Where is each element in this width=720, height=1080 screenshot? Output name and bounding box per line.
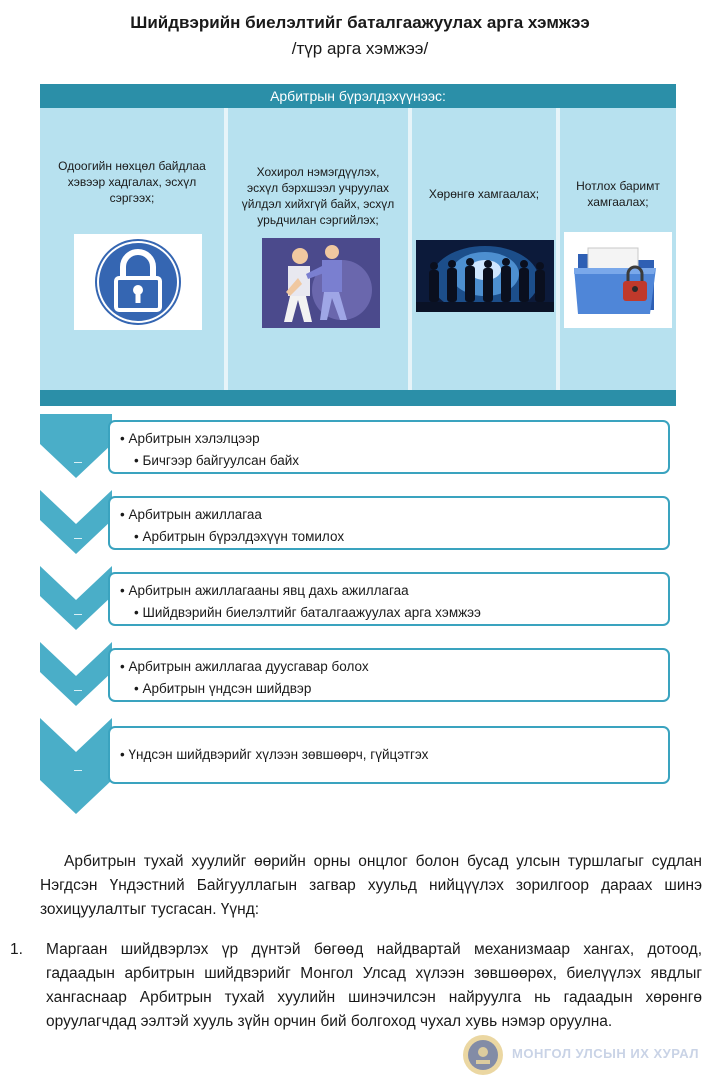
process-step-3 bbox=[108, 572, 670, 626]
step-detail: • Арбитрын бүрэлдэхүүн томилох bbox=[134, 529, 345, 544]
text-line: Нотлох баримт bbox=[576, 179, 660, 193]
list-item-number: 1. bbox=[10, 941, 23, 958]
process-step-2 bbox=[108, 496, 670, 550]
info-panel bbox=[40, 108, 676, 406]
text-line: сэргээх; bbox=[109, 191, 155, 205]
text-line: үйлдэл хийхгүй байх, эсхүл bbox=[241, 197, 395, 211]
chevron-dash bbox=[74, 770, 82, 771]
step-detail: • Арбитрын үндсэн шийдвэр bbox=[134, 681, 312, 696]
chevron-dash bbox=[74, 690, 82, 691]
chevron-dash bbox=[74, 614, 82, 615]
panel-column-4-text bbox=[560, 178, 676, 210]
panel-column-3-text bbox=[412, 186, 556, 202]
document-subtitle: /түр арга хэмжээ/ bbox=[291, 39, 429, 58]
panel-bottom-bar bbox=[40, 390, 676, 406]
step-title: • Арбитрын хэлэлцээр bbox=[120, 431, 260, 446]
step-detail: • Бичгээр байгуулсан байх bbox=[134, 453, 300, 468]
text-line: Хохирол нэмэгдүүлэх, bbox=[256, 165, 380, 179]
text-line: урьдчилан сэргийлэх; bbox=[257, 213, 379, 227]
lock-icon bbox=[74, 234, 202, 330]
body-paragraph: Арбитрын тухай хуулийг өөрийн орны онцлог болон бусад улсын туршлагыг судлан Нэгдсэн Үндэстний Байгууллагын загвар хуульд нийцүүлэх зорилгоор дараах шинэ зохицуулалтыг тусгасан. Үүнд: bbox=[40, 853, 702, 918]
text-line: Хөрөнгө хамгаалах; bbox=[428, 187, 540, 201]
text-line: хамгаалах; bbox=[587, 195, 649, 209]
text-line: эсхүл бэрхшээл учруулах bbox=[246, 181, 389, 195]
text-line: хэвээр хадгалах, эсхүл bbox=[67, 175, 197, 189]
step-title: • Үндсэн шийдвэрийг хүлээн зөвшөөрч, гүйцэтгэх bbox=[120, 747, 429, 762]
chevron-arrow-3 bbox=[40, 566, 112, 630]
text-line: Одоогийн нөхцөл байдлаа bbox=[58, 159, 206, 173]
state-emblem-icon bbox=[462, 1034, 504, 1076]
step-detail: • Шийдвэрийн биелэлтийг баталгаажуулах арга хэмжээ bbox=[134, 605, 481, 620]
business-people-globe bbox=[416, 240, 554, 312]
chevron-dash bbox=[74, 538, 82, 539]
panel-column-2-text bbox=[228, 164, 408, 228]
process-step-1 bbox=[108, 420, 670, 474]
panel-column-1-text bbox=[40, 158, 224, 206]
chevron-arrow-1 bbox=[40, 414, 112, 478]
watermark-text: МОНГОЛ УЛСЫН ИХ ХУРАЛ bbox=[512, 1046, 699, 1061]
step-title: • Арбитрын ажиллагаа дуусгавар болох bbox=[120, 659, 369, 674]
step-title: • Арбитрын ажиллагаа bbox=[120, 507, 262, 522]
process-step-4 bbox=[108, 648, 670, 702]
chevron-arrow-4 bbox=[40, 642, 112, 706]
document-title: Шийдвэрийн биелэлтийг баталгаажуулах арга хэмжээ bbox=[130, 13, 590, 32]
chevron-dash bbox=[74, 462, 82, 463]
locked-folder-icon bbox=[564, 232, 672, 328]
list-item-text: Маргаан шийдвэрлэх үр дүнтэй бөгөөд найдвартай механизмаар хангах, дотоод, гадаадын арбитрын шийдвэрийг Монгол Улсад хүлээн зөвшөөрөх, биелүүлэх явдлыг хангаснаар Арбитрын тухай хуулийн шинэчилсэн найруулга нь гадаадын хөрөнгө оруулагчдад ээлтэй хууль зүйн орчин бий болгоход чухал хувь нэмэр оруулна. bbox=[46, 941, 702, 1030]
conflict-illustration bbox=[262, 238, 380, 328]
chevron-arrow-5 bbox=[40, 718, 112, 818]
step-title: • Арбитрын ажиллагааны явц дахь ажиллагаа bbox=[120, 583, 409, 598]
chevron-arrow-2 bbox=[40, 490, 112, 554]
process-step-5 bbox=[108, 726, 670, 784]
panel-header: Арбитрын бүрэлдэхүүнээс: bbox=[40, 84, 676, 108]
